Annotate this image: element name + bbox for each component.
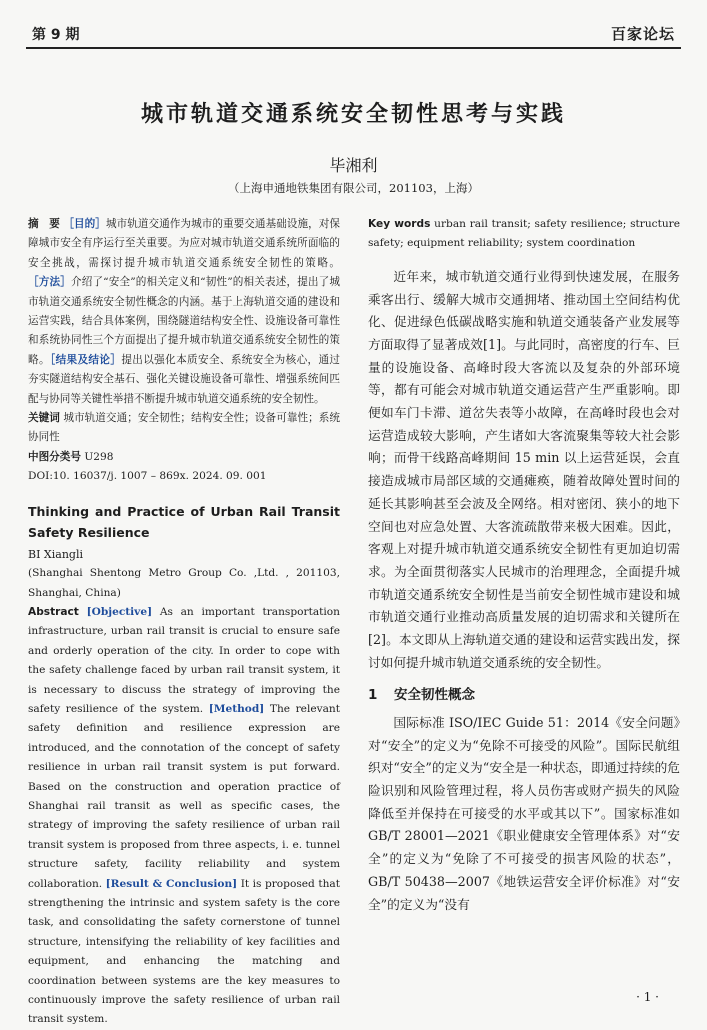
english-result-text: It is proposed that strengthening the intrinsic and system safety is the core task, and consolidating the safety cornerstone of tunnel structure, intensifying the reliability of key facilities and equipment, and enhancing the matching and coordination between systems are the key measures to continuously improve the safety resilience of urban rail transit system.: [28, 877, 340, 1026]
english-abstract-label: Abstract: [28, 605, 79, 618]
section-heading: [368, 686, 680, 705]
keywords-label: 关键词: [28, 412, 60, 425]
page-number: · 1 ·: [636, 990, 659, 1004]
english-keywords: [368, 215, 680, 254]
intro-paragraph: 近年来，城市轨道交通行业得到快速发展，在服务乘客出行、缓解大城市交通拥堵、推动国土空间结构优化、促进绿色低碳战略实施和轨道交通装备产业发展等方面取得了显著成效[1]。与此同时，高密度的行车、巨量的设施设备、高峰时段大客流以及复杂的外部环境等，都有可能会对城市轨道交通运营产生严重影响。即便如车门卡滞、道岔失表等小故障，在高峰时段也会对运营造成较大影响，产生诸如大客流聚集等较大社会影响；而骨干线路高峰期间 15 min 以上运营延误，会直接造成城市局部区域的交通瘫痪，随着故障处置时间的延长其影响甚至会波及全网络。相对密闭、狭小的地下空间也对应急处置、大客流疏散带来极大困难。因此，客观上对提升城市轨道交通系统安全韧性有更加迫切需求。为全面贯彻落实人民城市的治理理念，全面提升城市轨道交通系统安全韧性是当前安全韧性城市建设和城市轨道交通行业推动高质量发展的迫切需求和关键所在[2]。本文即从上海轨道交通的建设和运营实践出发，探讨如何提升城市轨道交通系统的安全韧性。: [368, 268, 680, 670]
chinese-abstract: [28, 215, 340, 409]
method-text: 介绍了“安全”的相关定义和“韧性”的相关表述，提出了城市轨道交通系统安全韧性概念的内涵。基于上海轨道交通的建设和运营实践，结合具体案例，围绕隧道结构安全性、设施设备可靠性和系统协同性三个方面提出了提升城市轨道交通系统安全韧性的策略。: [28, 276, 340, 366]
method-tag: ［方法］: [28, 276, 71, 289]
clc-line: [28, 448, 340, 467]
author-name: 毕湘利: [329, 156, 378, 175]
result-tag: ［结果及结论］: [49, 353, 122, 366]
section-title: 安全韧性概念: [394, 687, 475, 704]
running-header: [26, 18, 681, 44]
doi-line: DOI:10. 16037/j. 1007 – 869x. 2024. 09. 001: [28, 470, 267, 483]
english-keywords-label: Key words: [368, 218, 431, 230]
section-paragraph: 国际标准 ISO/IEC Guide 51：2014《安全问题》对“安全”的定义为“免除不可接受的风险”。国际民航组织对“安全”的定义为“安全是一种状态，即通过持续的危险识别和风险管理过程，将人员伤害或财产损失的风险降低至并保持在可接受的水平或其以下”。国家标准如 GB/T 28001—2021《职业健康安全管理体系》对“安全”的定义为“免除了不可接受的损害风险的状态”，GB/T 50438—2007《地铁运营安全评价标准》对“安全”的定义为“没有: [368, 714, 680, 912]
left-column: [28, 215, 340, 1030]
english-method-text: The relevant safety definition and resilience expression are introduced, and the connotation of the concept of safety resilience in urban rail transit system is put forward. Based on the construction and operation practice of Shanghai rail transit as well as specific cases, the strategy of improving the safety resilience of urban rail transit system is proposed from three aspects, i. e. tunnel structure safety, facility reliability and system collaboration.: [28, 702, 340, 890]
paper-title: 城市轨道交通系统安全韧性思考与实践: [140, 101, 566, 127]
english-abstract: [28, 603, 340, 1030]
author-affiliation: （上海申通地铁集团有限公司，201103，上海）: [228, 181, 479, 195]
abstract-label: 摘 要: [28, 218, 60, 230]
english-keywords-text: urban rail transit; safety resilience; structure safety; equipment reliability; system coordination: [368, 218, 681, 250]
english-objective-tag: [Objective]: [86, 605, 153, 618]
objective-tag: ［目的］: [63, 218, 106, 230]
english-result-tag: [Result & Conclusion]: [105, 877, 238, 890]
english-objective-text: As an important transportation infrastructure, urban rail transit is crucial to ensure safe and orderly operation of the city. In order to cope with the safety challenge faced by urban rail transit system, it is necessary to discuss the strategy of improving the safety resilience of the system.: [28, 605, 341, 715]
english-affiliation: (Shanghai Shentong Metro Group Co. ,Ltd. , 201103, Shanghai, China): [28, 567, 340, 599]
header-rule: [26, 47, 681, 49]
objective-text: 城市轨道交通作为城市的重要交通基础设施，对保障城市安全有序运行至关重要。为应对城市轨道交通系统所面临的安全挑战，需探讨提升城市轨道交通系统安全韧性的策略。: [28, 218, 341, 269]
english-title: Thinking and Practice of Urban Rail Transit Safety Resilience: [28, 503, 340, 540]
keywords-text: 城市轨道交通；安全韧性；结构安全性；设备可靠性；系统协同性: [28, 412, 341, 444]
column-name: 百家论坛: [610, 25, 675, 43]
english-method-tag: [Method]: [208, 702, 265, 715]
clc-code: U298: [84, 450, 114, 463]
result-text: 提出以强化本质安全、系统安全为核心，通过夯实隧道结构安全基石、强化关键设施设备可靠性、增强系统间匹配与协同等关键性举措不断提升城市轨道交通系统的安全韧性。: [28, 353, 341, 405]
clc-label: 中图分类号: [28, 450, 81, 463]
chinese-keywords: [28, 409, 340, 448]
english-author: BI Xiangli: [28, 547, 83, 561]
issue-number: 第 9 期: [32, 27, 80, 43]
section-number: 1: [368, 687, 378, 704]
right-column: [368, 215, 680, 916]
